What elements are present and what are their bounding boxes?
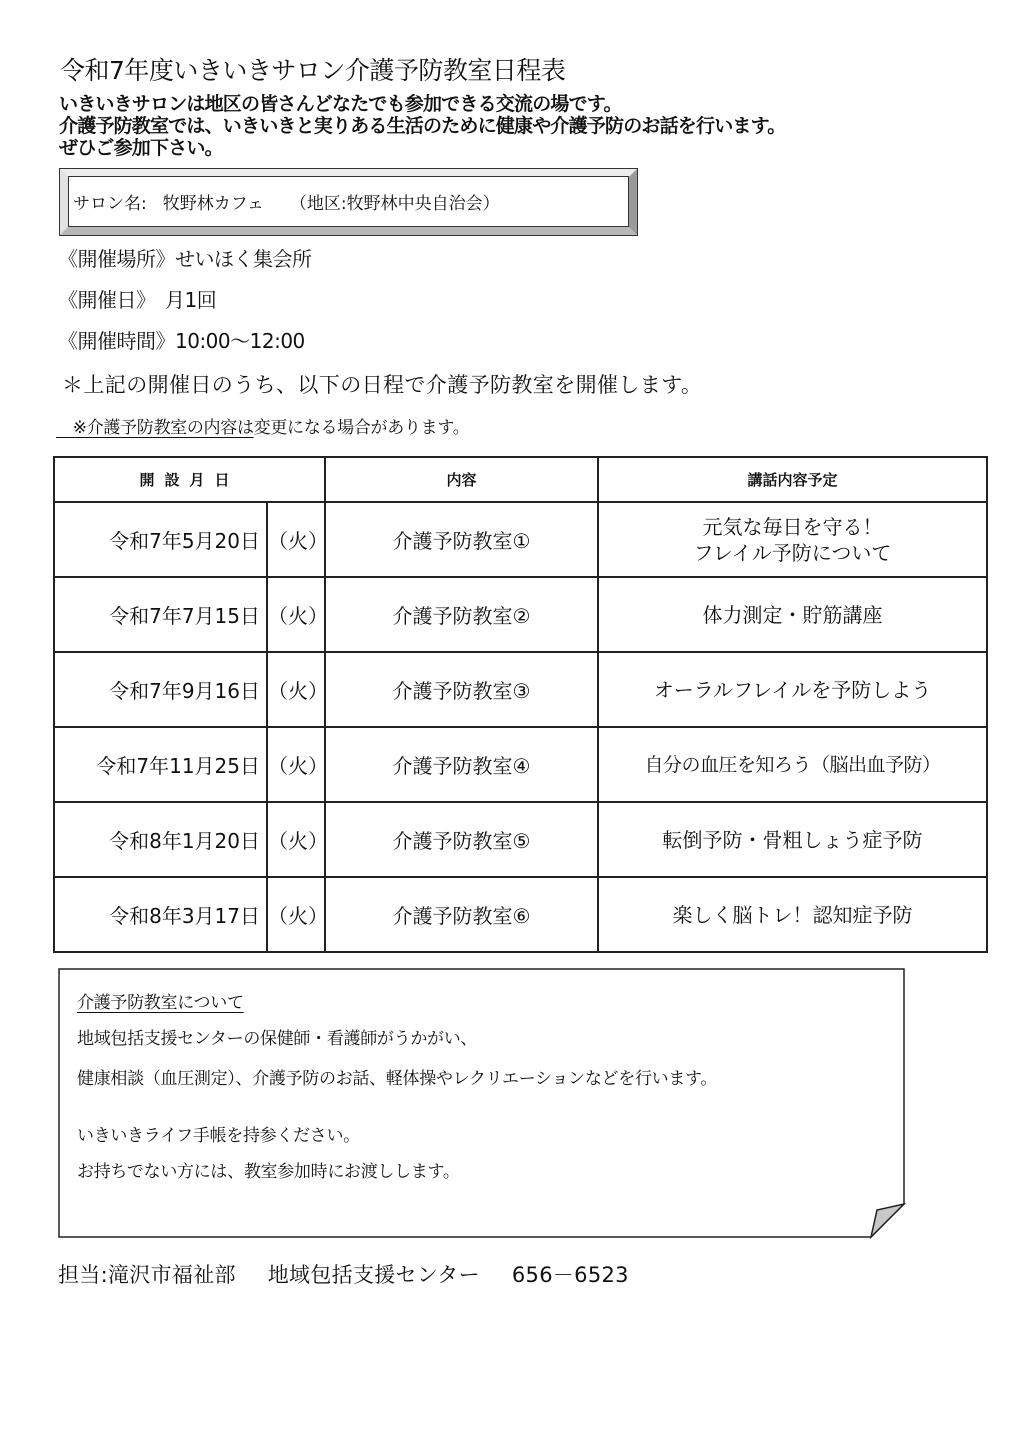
contact-department: 担当:滝沢市福祉部	[58, 1263, 236, 1287]
row-content: 介護予防教室③	[325, 652, 598, 727]
change-notice-underlined: ※介護予防教室の内容は	[56, 418, 254, 438]
table-row	[54, 652, 987, 727]
table-header-row	[54, 457, 987, 502]
bevel-edge-left	[60, 169, 68, 235]
contact-footer	[58, 1259, 629, 1289]
bevel-edge-top	[60, 169, 637, 176]
row-topic: 自分の血圧を知ろう（脳出血予防）	[598, 727, 987, 802]
table-row	[54, 802, 987, 877]
row-dow: （火）	[267, 502, 325, 577]
contact-center: 地域包括支援センター	[267, 1263, 480, 1287]
row-date: 令和7年7月15日	[54, 577, 267, 652]
row-date: 令和8年1月20日	[54, 802, 267, 877]
row-dow: （火）	[267, 577, 325, 652]
info-line: 地域包括支援センターの保健師・看護師がうかがい、	[77, 1029, 478, 1049]
row-topic: 転倒予防・骨粗しょう症予防	[598, 802, 987, 877]
header-topic: 講話内容予定	[598, 457, 987, 502]
info-line: いきいきライフ手帳を持参ください。	[77, 1126, 360, 1146]
page-title: 令和7年度いきいきサロン介護予防教室日程表	[60, 56, 566, 85]
row-content: 介護予防教室①	[325, 502, 598, 577]
table-row	[54, 577, 987, 652]
time-info: 《開催時間》10:00～12:00	[58, 329, 305, 353]
row-date: 令和7年9月16日	[54, 652, 267, 727]
salon-district: （地区:牧野林中央自治会）	[289, 194, 500, 214]
salon-name: 牧野林カフェ	[162, 194, 264, 214]
row-dow: （火）	[267, 652, 325, 727]
info-line: お持ちでない方には、教室参加時にお渡しします。	[77, 1162, 460, 1182]
info-heading: 介護予防教室について	[77, 993, 244, 1013]
bevel-edge-bottom	[60, 227, 637, 235]
header-content: 内容	[325, 457, 598, 502]
salon-name-box	[68, 176, 629, 227]
header-date: 開設月日	[54, 457, 325, 502]
row-topic-line: フレイル予防について	[693, 540, 892, 565]
intro-text	[59, 93, 785, 159]
day-info: 《開催日》 月1回	[58, 288, 217, 312]
info-box	[58, 968, 905, 1238]
row-topic: 楽しく脳トレ！認知症予防	[598, 877, 987, 952]
schedule-table	[53, 456, 988, 953]
row-topic: オーラルフレイルを予防しよう	[598, 652, 987, 727]
bevel-edge-right	[629, 169, 637, 235]
contact-phone: 656－6523	[511, 1263, 629, 1287]
row-date: 令和7年5月20日	[54, 502, 267, 577]
salon-name-frame	[59, 168, 638, 236]
row-date: 令和7年11月25日	[54, 727, 267, 802]
venue-info: 《開催場所》せいほく集会所	[58, 247, 312, 271]
row-dow: （火）	[267, 727, 325, 802]
intro-line: いきいきサロンは地区の皆さんどなたでも参加できる交流の場です。	[59, 93, 622, 115]
row-date: 令和8年3月17日	[54, 877, 267, 952]
row-content: 介護予防教室⑥	[325, 877, 598, 952]
change-notice	[56, 413, 469, 438]
schedule-note: ＊上記の開催日のうち、以下の日程で介護予防教室を開催します。	[62, 373, 703, 397]
row-topic: 体力測定・貯筋講座	[598, 577, 987, 652]
row-content: 介護予防教室④	[325, 727, 598, 802]
table-row	[54, 727, 987, 802]
info-line: 健康相談（血圧測定）、介護予防のお話、軽体操やレクリエーションなどを行います。	[77, 1069, 718, 1089]
row-topic	[598, 502, 987, 577]
row-topic-line: 元気な毎日を守る！	[702, 514, 883, 539]
row-dow: （火）	[267, 802, 325, 877]
table-row	[54, 877, 987, 952]
salon-label: サロン名:	[73, 194, 147, 214]
row-dow: （火）	[267, 877, 325, 952]
row-content: 介護予防教室⑤	[325, 802, 598, 877]
row-content: 介護予防教室②	[325, 577, 598, 652]
change-notice-rest: 変更になる場合があります。	[253, 418, 470, 438]
intro-line: 介護予防教室では、いきいきと実りある生活のために健康や介護予防のお話を行います。	[59, 115, 786, 137]
intro-line: ぜひご参加下さい。	[59, 137, 223, 159]
table-row	[54, 502, 987, 577]
